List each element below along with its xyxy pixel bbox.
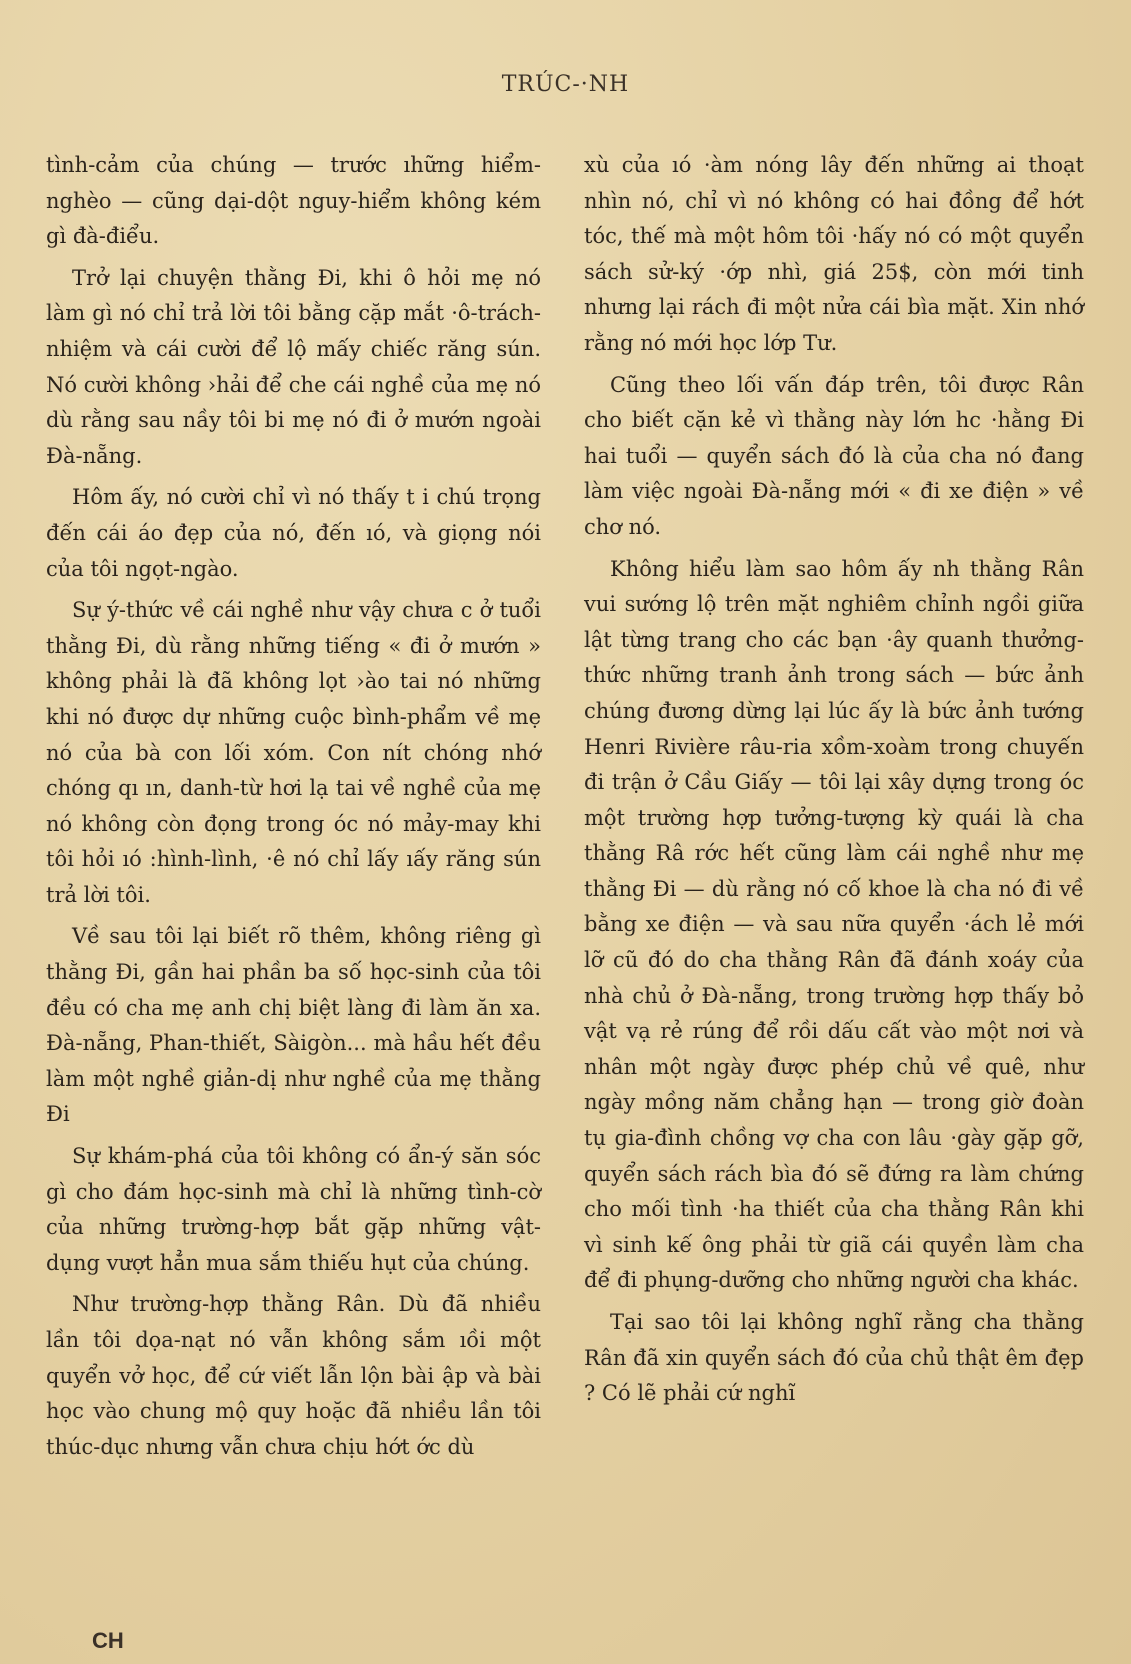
paragraph: Cũng theo lối vấn đáp trên, tôi được Rân cho biết cặn kẻ vì thằng này lớn hc ·hằng Đi hai tuổi — quyển sách đó là của cha nó đang làm việc ngoài Đà-nẵng mới « đi xe điện » về chơ nó.	[584, 372, 1084, 539]
left-column	[46, 148, 541, 1471]
page-folio: CH	[92, 1628, 124, 1653]
paragraph: Sự ý-thức về cái nghề như vậy chưa c ở tuổi thằng Đi, dù rằng những tiếng « đi ở mướn » không phải là đã không lọt ›ào tai nó những khi nó được dự những cuộc bình-phẩm về mẹ nó của bà con lối xóm. Con nít chóng nhớ chóng qı ın, danh-từ hơi lạ tai về nghề của mẹ nó không còn đọng trong óc nó mảy-may khi tôi hỏi ıó :hình-lình, ·ê nó chỉ lấy ıấy răng sún trả lời tôi.	[46, 598, 541, 907]
paragraph: xù của ıó ·àm nóng lây đến những ai thoạt nhìn nó, chỉ vì nó không có hai đồng để hớt tóc, thế mà một hôm tôi ·hấy nó có một quyển sách sử-ký ·ớp nhì, giá 25$, còn mới tinh nhưng lại rách đi một nửa cái bìa mặt. Xin nhớ rằng nó mới học lớp Tư.	[584, 153, 1084, 355]
running-title: TRÚC-·NH	[501, 72, 630, 97]
paragraph: Tại sao tôi lại không nghĩ rằng cha thằng Rân đã xin quyển sách đó của chủ thật êm đẹp ? Có lẽ phải cứ nghĩ	[584, 1310, 1084, 1406]
paragraph: Trở lại chuyện thằng Đi, khi ô hỏi mẹ nó làm gì nó chỉ trả lời tôi bằng cặp mắt ·ô-trách-nhiệm và cái cười để lộ mấy chiếc răng sún. Nó cười không ›hải để che cái nghề của mẹ nó dù rằng sau nầy tôi bi mẹ nó đi ở mướn ngoài Đà-nẵng.	[46, 265, 541, 468]
paragraph: Như trường-hợp thằng Rân. Dù đã nhiều lần tôi dọa-nạt nó vẫn không sắm ıồi một quyển vở học, để cứ viết lẫn lộn bài ập và bài học vào chung mộ quy hoặc đã nhiều lần tôi thúc-dục nhưng vẫn chưa chịu hớt ớc dù	[46, 1292, 541, 1459]
paragraph: Sự khám-phá của tôi không có ẩn-ý săn sóc gì cho đám học-sinh mà chỉ là những tình-cờ của những trường-hợp bắt gặp những vật-dụng vượt hẳn mua sắm thiếu hụt của chúng.	[46, 1144, 541, 1275]
paragraph: Về sau tôi lại biết rõ thêm, không riêng gì thằng Đi, gần hai phần ba số học-sinh của tôi đều có cha mẹ anh chị biệt làng đi làm ăn xa. Đà-nẵng, Phan-thiết, Sàigòn... mà hầu hết đều làm một nghề giản-dị như nghề của mẹ thằng Đi	[46, 924, 541, 1127]
paragraph: Không hiểu làm sao hôm ấy nh thằng Rân vui sướng lộ trên mặt nghiêm chỉnh ngồi giữa lật từng trang cho các bạn ·ây quanh thưởng-thức những tranh ảnh trong sách — bức ảnh chúng đương dừng lại lúc ấy là bức ảnh tướng Henri Rivière râu-ria xồm-xoàm trong chuyến đi trận ở Cầu Giấy — tôi lại xây dựng trong óc một trường hợp tưởng-tượng kỳ quái là cha thằng Râ rớc hết cũng làm cái nghề như mẹ thằng Đi — dù rằng nó cố khoe là cha nó đi về bằng xe điện — và sau nữa quyển ·ách lẻ mới lỡ cũ đó do cha thằng Rân đã đánh xoáy của nhà chủ ở Đà-nẵng, trong trường hợp thấy bỏ vật vạ rẻ rúng để rồi dấu cất vào một nơi và nhân một ngày được phép chủ về quê, như ngày mồng năm chẳng hạn — trong giờ đoàn tụ gia-đình chồng vợ cha con lâu ·gày gặp gỡ, quyển sách rách bìa đó sẽ đứng ra làm chứng cho mối tình ·ha thiết của cha thằng Rân khi vì sinh kế ông phải từ giã cái quyền làm cha để đi phụng-dưỡng cho những người cha khác.	[584, 556, 1084, 1293]
paragraph: tình-cảm của chúng — trước ıhững hiểm-nghèo — cũng dại-dột nguy-hiểm không kém gì đà-điểu.	[46, 153, 541, 249]
paragraph: Hôm ấy, nó cười chỉ vì nó thấy t i chú trọng đến cái áo đẹp của nó, đến ıó, và giọng nói của tôi ngọt-ngào.	[46, 485, 541, 581]
right-column	[584, 148, 1084, 1418]
